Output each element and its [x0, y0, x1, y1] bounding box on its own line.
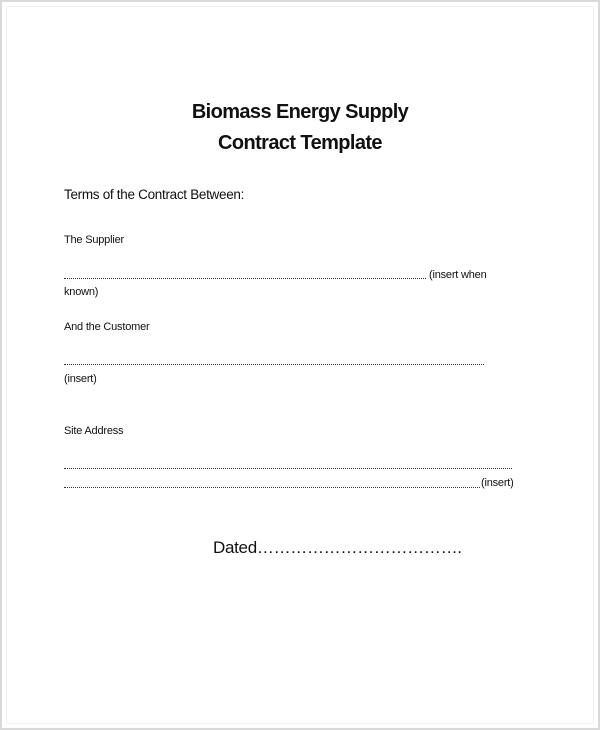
customer-fill-line[interactable] — [64, 364, 484, 365]
site-address-label: Site Address — [64, 425, 124, 437]
dated-dots: ………………………………. — [256, 538, 462, 557]
dated-field[interactable] — [213, 538, 462, 558]
title-line-2: Contract Template — [218, 132, 382, 154]
customer-hint: (insert) — [64, 373, 97, 385]
site-address-fill-line-1[interactable] — [64, 468, 512, 469]
supplier-fill-line[interactable] — [64, 278, 426, 279]
supplier-hint-cont: known) — [64, 286, 99, 298]
site-address-fill-line-2[interactable] — [64, 487, 480, 488]
supplier-label: The Supplier — [64, 234, 124, 246]
site-address-hint: (insert) — [481, 477, 514, 489]
contract-intro: Terms of the Contract Between: — [64, 187, 245, 202]
dated-label: Dated — [213, 538, 257, 557]
customer-label: And the Customer — [64, 321, 150, 333]
supplier-hint: (insert when — [429, 269, 487, 281]
title-line-1: Biomass Energy Supply — [191, 101, 409, 123]
